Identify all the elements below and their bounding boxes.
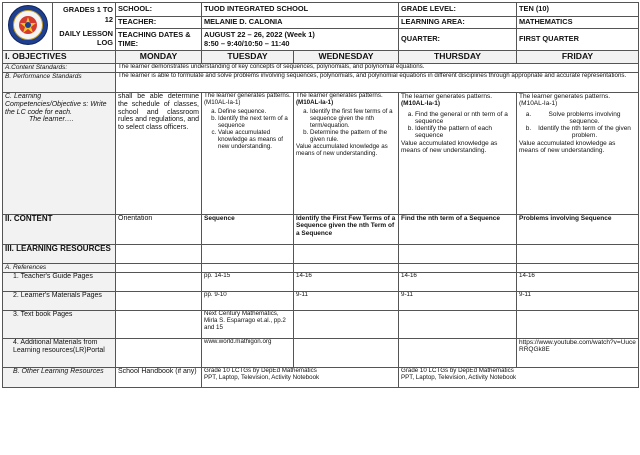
textbook-monday [116,311,202,339]
learners-materials-label: 2. Learner's Materials Pages [3,292,116,311]
objectives-heading: I. OBJECTIVES [3,51,116,64]
wednesday-objective-code: (M10AL-Ia-1) [296,98,334,106]
friday-objective-intro: The learner generates patterns. (M10AL-Ia-1) [519,93,611,108]
other-resources-tuesday-line-1: Grade 10 LCTGs by DepEd Mathematics [204,367,317,374]
learners-materials-thursday: 9-11 [399,292,517,311]
content-standards-text: The learner demonstrates understanding of key concepts of sequences, polynomials, and polynomial equations. [116,64,639,73]
dates-value-line-2: 8:50 – 9:40/10:50 – 11:40 [204,38,290,48]
grade-level-label: GRADE LEVEL: [399,3,517,17]
list-item: c. Value accumulated knowledge as means of new understanding. [218,130,291,151]
thursday-objective-list [401,111,514,140]
textbook-friday [517,311,639,339]
textbook-wednesday [294,311,399,339]
other-resources-thursday-line-2: PPT, Laptop, Television, Activity Notebook [401,373,517,381]
wednesday-objective-closing: Value accumulated knowledge as means of new understanding. [296,142,388,157]
performance-standards-label: B. Performance Standards [3,73,116,93]
friday-objective-closing: Value accumulated knowledge as means of new understanding. [519,139,616,154]
lrportal-thursday [399,339,517,368]
seal-cell [3,3,53,51]
day-monday: MONDAY [116,51,202,64]
grades-label-cell [53,3,116,51]
content-standards-label: A.Content Standards: [3,64,116,73]
teachers-guide-tuesday: pp. 14-15 [202,273,294,292]
list-item: a. Define sequence. [218,109,291,116]
day-friday: FRIDAY [517,51,639,64]
content-thursday: Find the nth term of a Sequence [399,215,517,245]
wednesday-objective-list [296,109,396,144]
content-label: II. CONTENT [3,215,116,245]
textbook-thursday [399,311,517,339]
list-item: a. Solve problems involving sequence. [533,111,636,126]
thursday-objective [399,93,517,215]
dll-table [2,2,639,388]
learning-area-label: LEARNING AREA: [399,17,517,29]
references-empty-thursday [399,264,517,273]
dates-value-line-1: AUGUST 22 – 26, 2022 (Week 1) [204,30,315,40]
teachers-guide-monday [116,273,202,292]
daily-lesson-log [2,2,638,388]
resources-label: III. LEARNING RESOURCES [3,245,116,264]
quarter-label: QUARTER: [399,29,517,51]
learners-materials-tuesday: pp. 9-10 [202,292,294,311]
competencies-label: C. Learning Competencies/Objective s: Write the LC code for each. [5,93,107,116]
teacher-value: MELANIE D. CALONIA [202,17,399,29]
day-tuesday: TUESDAY [202,51,294,64]
tuesday-objective-intro: The learner generates patterns. (M10AL-Ia-1) [204,92,291,106]
lrportal-tuesday: www.world.mathigon.org [202,339,294,368]
quarter-value: FIRST QUARTER [517,29,639,51]
lrportal-wednesday [294,339,399,368]
content-friday: Problems involving Sequence [517,215,639,245]
list-item: b. Identify the next term of a sequence [218,116,291,130]
references-empty-wednesday [294,264,399,273]
thursday-objective-intro: The learner generates patterns. [401,93,493,100]
resources-empty-wednesday [294,245,399,264]
wednesday-objective-intro: The learner generates patterns. [296,92,383,99]
textbook-label: 3. Text book Pages [3,311,116,339]
thursday-objective-closing: Value accumulated knowledge as means of new understanding. [401,139,498,154]
friday-objective [517,93,639,215]
performance-standards-text: The learner is able to formulate and solve problems involving sequences, polynomials, and polynomial equations in different disciplines through appropriate and accurate representations. [116,73,639,93]
learners-materials-friday: 9-11 [517,292,639,311]
resources-empty-tuesday [202,245,294,264]
content-wednesday: Identify the First Few Terms of a Sequence given the nth Term of a Sequence [294,215,399,245]
other-resources-monday: School Handbook (if any) [116,368,202,388]
resources-empty-thursday [399,245,517,264]
day-thursday: THURSDAY [399,51,517,64]
tuesday-objective-list [204,109,291,151]
list-item: b. Identify the nth term of the given problem. [533,125,636,140]
teachers-guide-wednesday: 14-16 [294,273,399,292]
resources-empty-monday [116,245,202,264]
list-item: b. Determine the pattern of the given rule. [310,130,396,144]
learners-materials-monday [116,292,202,311]
other-resources-thursday-line-1: Grade 10 LCTGs by DepEd Mathematics [401,367,514,374]
monday-objective: shall be able determine the schedule of classes, school and classroom rules and regulations, and to select class officers. [116,93,202,215]
wednesday-objective [294,93,399,215]
learners-materials-wednesday: 9-11 [294,292,399,311]
school-label: SCHOOL: [116,3,202,17]
teacher-label: TEACHER: [116,17,202,29]
references-empty-tuesday [202,264,294,273]
lrportal-friday: https://www.youtube.com/watch?v=UuceRRQGk8E [517,339,639,368]
teachers-guide-friday: 14-16 [517,273,639,292]
day-wednesday: WEDNESDAY [294,51,399,64]
lrportal-monday [116,339,202,368]
dates-label: TEACHING DATES & TIME: [116,29,202,51]
other-resources-thursday [399,368,639,388]
dates-value [202,29,399,51]
grade-level-value: TEN (10) [517,3,639,17]
friday-objective-list [519,111,636,140]
other-resources-label: B. Other Learning Resources [3,368,116,388]
dll-label: DAILY LESSON LOG [59,28,113,48]
other-resources-tuesday [202,368,399,388]
learning-area-value: MATHEMATICS [517,17,639,29]
other-resources-tuesday-line-2: PPT, Laptop, Television, Activity Notebook [204,373,320,381]
references-empty-monday [116,264,202,273]
grades-label: GRADES 1 TO 12 [63,4,113,24]
textbook-tuesday: Next Century Mathematics, Mirla S. Esparrago et.al., pp.2 and 15 [202,311,294,339]
tuesday-objective [202,93,294,215]
list-item: a. Identify the first few terms of a sequence given the nth term/equation. [310,109,396,130]
school-value: TUOD INTEGRATED SCHOOL [202,3,399,17]
content-monday: Orientation [116,215,202,245]
lrportal-label: 4. Additional Materials from Learning resources(LR)Portal [3,339,116,368]
references-label: A. References [3,264,116,273]
list-item: b. Identify the pattern of each sequence [415,125,514,140]
references-empty-friday [517,264,639,273]
competencies-label-cell [3,93,116,215]
competencies-more: The learner…. [29,116,74,124]
content-tuesday: Sequence [202,215,294,245]
teachers-guide-thursday: 14-16 [399,273,517,292]
thursday-objective-code: (M10AL-Ia-1) [401,100,441,108]
resources-empty-friday [517,245,639,264]
deped-seal-icon [7,4,49,46]
list-item: a. Find the general or nth term of a sequence [415,111,514,126]
teachers-guide-label: 1. Teacher's Guide Pages [3,273,116,292]
